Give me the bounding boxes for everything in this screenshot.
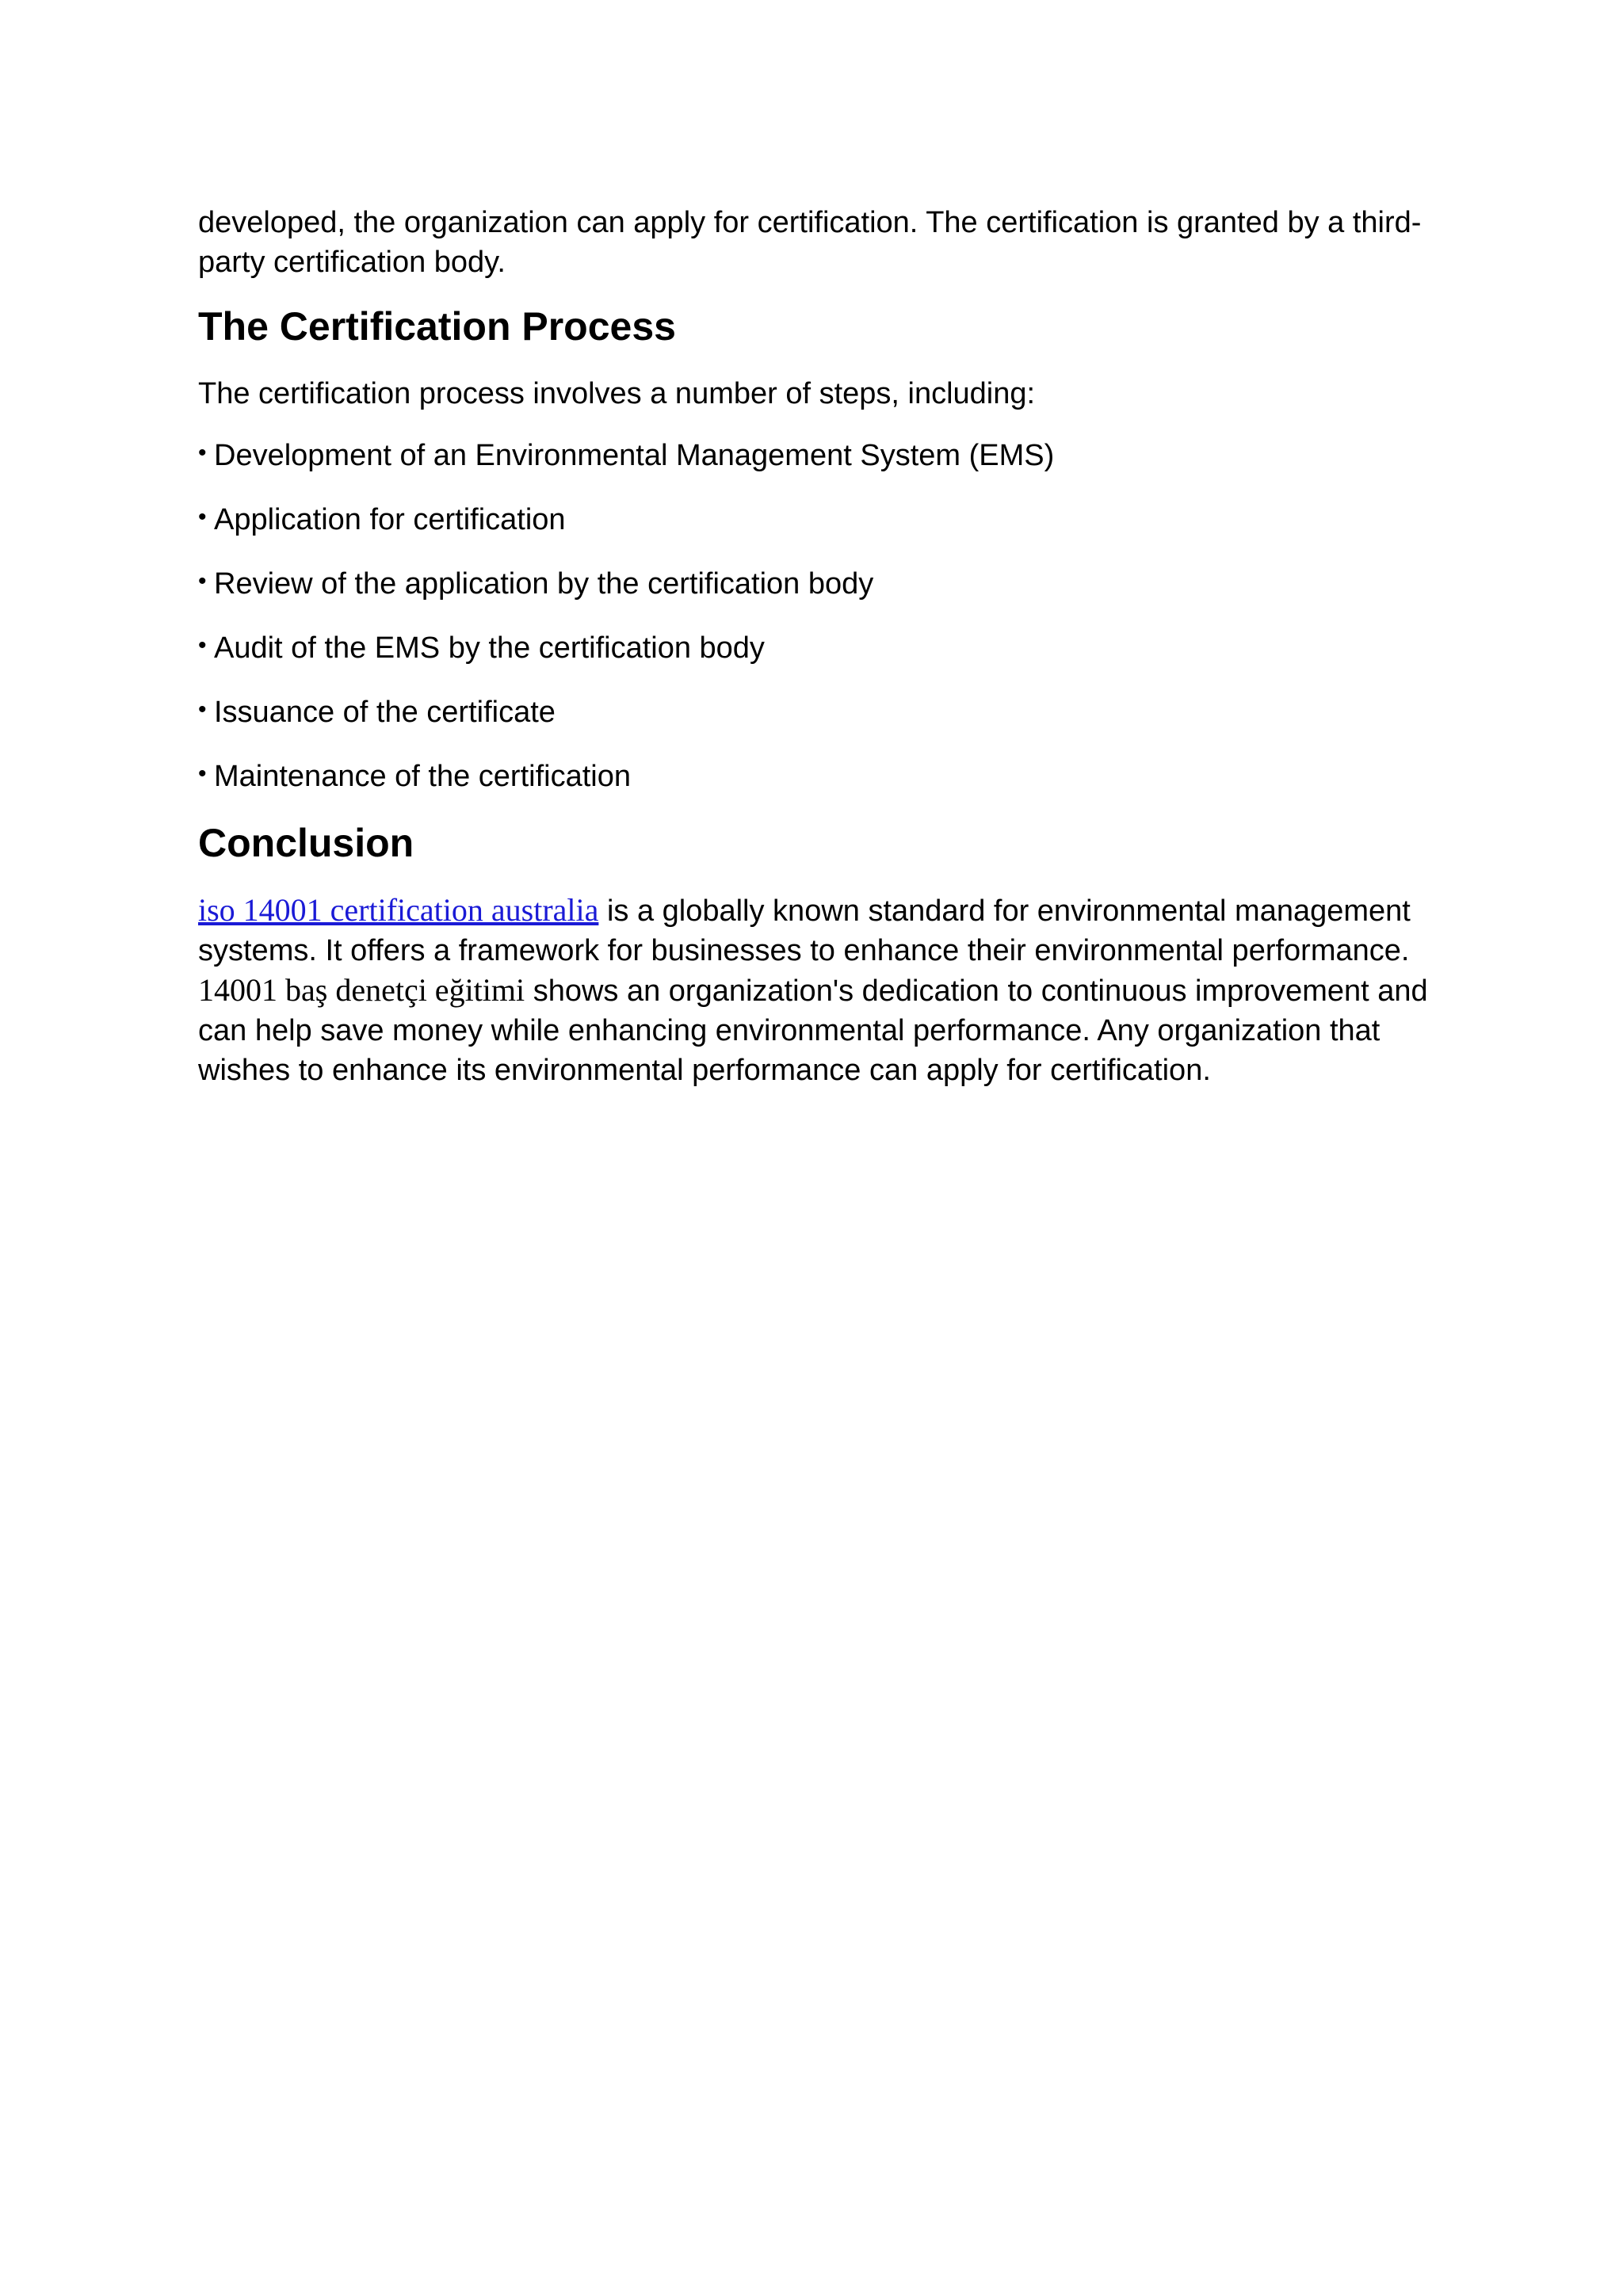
conclusion-text-part2: shows an organization's dedication to continuous improvement and can help save money while enhancing environmental performance. Any organization that wishes to enhance its environmental performance can apply for certification. xyxy=(198,974,1428,1087)
bullet-icon: • xyxy=(198,761,207,787)
list-item xyxy=(198,757,1450,799)
list-item xyxy=(198,564,1450,606)
intro-paragraph: developed, the organization can apply for certification. The certification is granted by a third-party certification body. xyxy=(198,206,1422,279)
document-content xyxy=(198,203,1450,1090)
conclusion-serif-inline-text: 14001 baş denetçi eğitimi xyxy=(198,972,525,1008)
list-item xyxy=(198,500,1450,542)
list-item-text: Audit of the EMS by the certification body xyxy=(214,631,765,665)
list-item xyxy=(198,628,1450,670)
list-item-text: Maintenance of the certification xyxy=(214,760,631,793)
list-item xyxy=(198,692,1450,734)
list-item-text: Development of an Environmental Management System (EMS) xyxy=(214,439,1055,472)
iso-14001-link[interactable]: iso 14001 certification australia xyxy=(198,892,599,928)
section-heading-conclusion: Conclusion xyxy=(198,821,414,865)
conclusion-text-part1: is a globally known standard for environmental management systems. It offers a framework for businesses to enhance their environmental performance. xyxy=(198,894,1411,967)
list-item xyxy=(198,436,1450,478)
section-lead-paragraph: The certification process involves a number of steps, including: xyxy=(198,377,1036,410)
bullet-icon: • xyxy=(198,632,207,658)
section-heading-certification-process: The Certification Process xyxy=(198,304,676,349)
bullet-icon: • xyxy=(198,504,207,530)
bullet-icon: • xyxy=(198,696,207,723)
list-item-text: Application for certification xyxy=(214,503,566,536)
certification-steps-list xyxy=(198,436,1450,799)
bullet-icon: • xyxy=(198,568,207,594)
bullet-icon: • xyxy=(198,440,207,466)
conclusion-paragraph xyxy=(198,891,1450,1090)
list-item-text: Issuance of the certificate xyxy=(214,696,556,729)
list-item-text: Review of the application by the certification body xyxy=(214,567,874,601)
